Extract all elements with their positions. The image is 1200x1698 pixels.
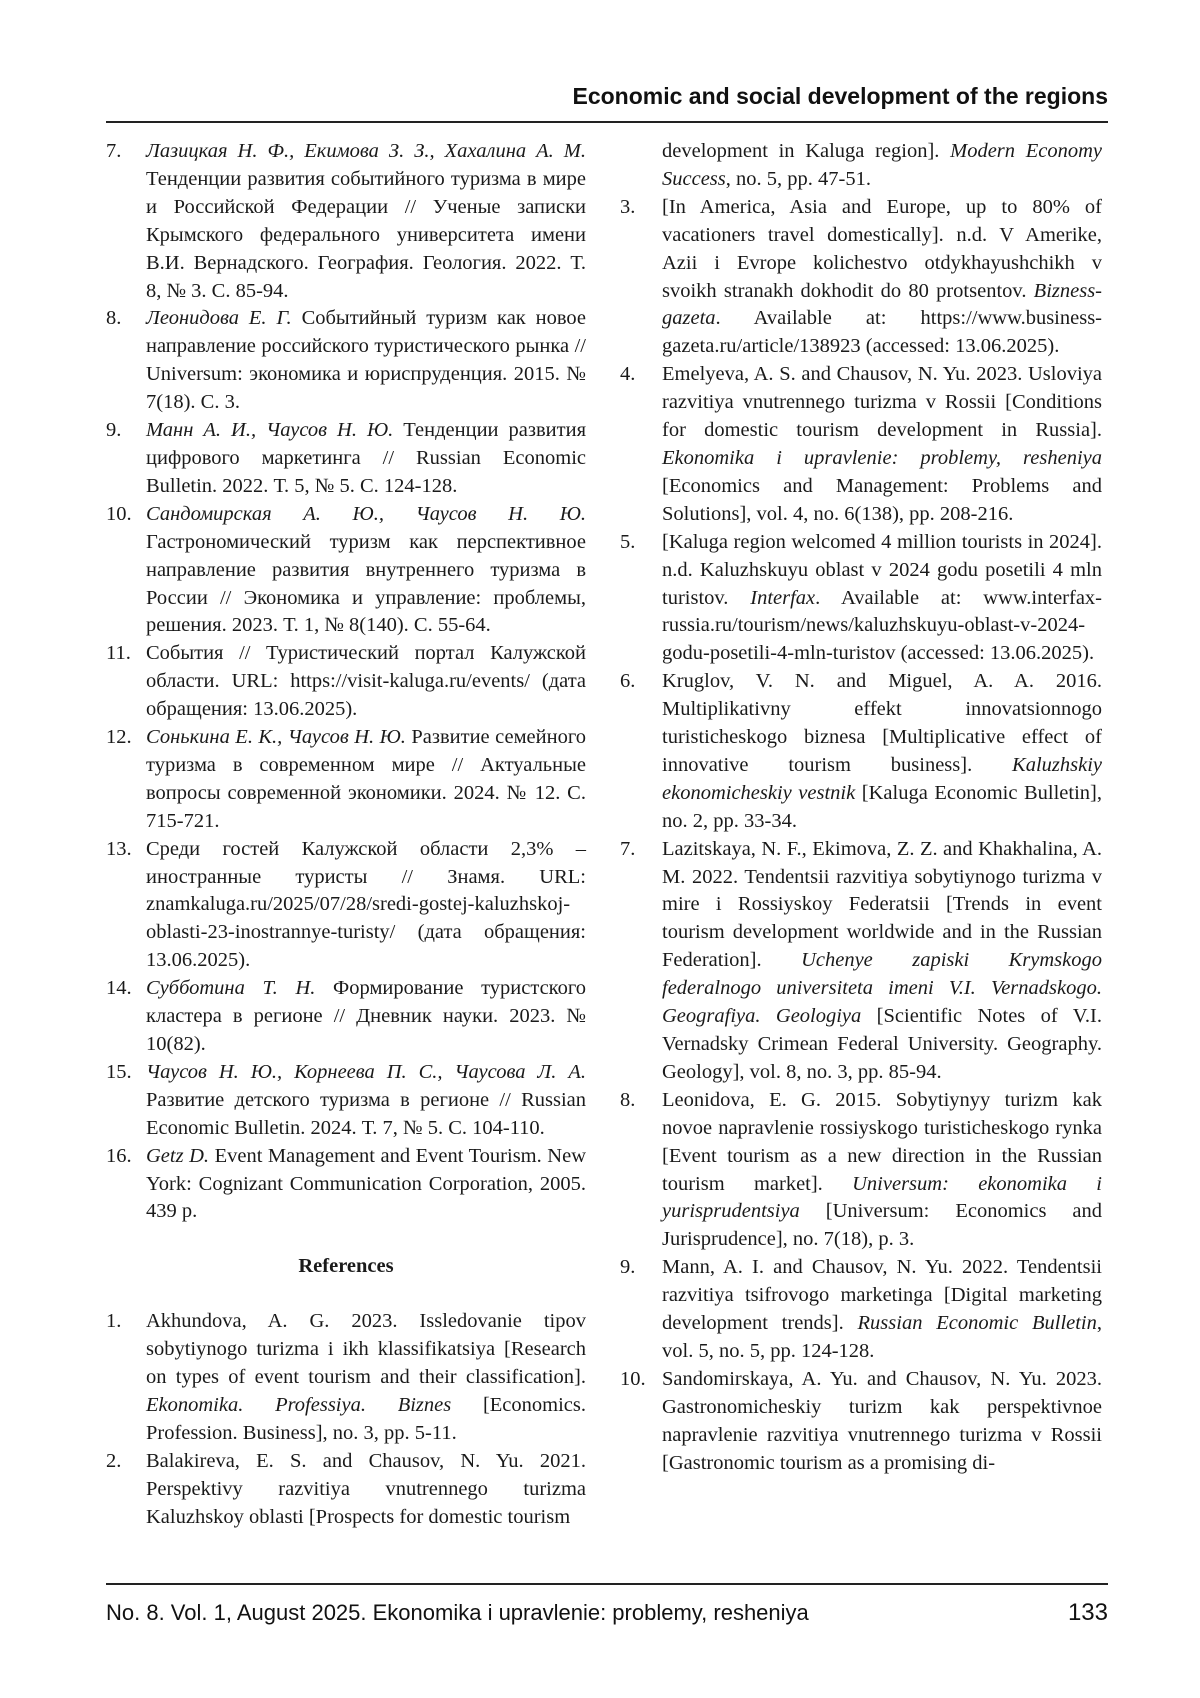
reference-italic-text: Universum: ekonomika i yurisprudentsiya [662,1172,1103,1223]
reference-number: 8. [106,307,122,330]
reference-item [106,975,586,1059]
reference-number: 9. [106,419,122,442]
reference-text: [Universum: Economics and Jurisprudence], no. 7(18), p. 3. [662,1200,1102,1251]
reference-text: development in Kaluga region]. [662,140,951,162]
reference-number: 6. [620,670,636,693]
reference-body [146,1143,586,1227]
reference-italic-text: Лазицкая Н. Ф., Екимова З. З., Хахалина А. М. [146,140,586,162]
reference-number: 3. [620,195,636,218]
reference-number: 14. [106,977,132,1000]
reference-item [106,1448,586,1532]
reference-item [620,668,1102,835]
reference-text: Sandomirskaya, A. Yu. and Chausov, N. Yu. 2023. Gastronomicheskiy turizm kak perspektivnoe napravlenie razvitiya vnutrennego turizma v Rossii [Gastronomic tourism as a promising di- [662,1367,1102,1474]
reference-body [146,305,586,417]
reference-text: , vol. 5, no. 5, pp. 124-128. [662,1312,1103,1362]
right-column [620,138,1102,1478]
reference-text: Событийный туризм как новое направление российского туристического рынка // Universum: экономика и юриспруденция. 2015. № 7(18). С. 3. [146,307,586,414]
header-rule [106,121,1108,123]
reference-text: Развитие семейного туризма в современном мире // Актуальные вопросы современной экономики. 2024. № 12. С. 715-721. [146,726,586,832]
reference-italic-text: Bizness-gazeta [662,279,1102,330]
reference-item [620,361,1102,528]
reference-body [662,1087,1102,1254]
reference-text: , no. 5, pp. 47-51. [725,167,871,190]
reference-body [146,138,586,305]
reference-text: Mann, A. I. and Chausov, N. Yu. 2022. Tendentsii razvitiya tsifrovogo marketinga [Digital marketing development trends]. [662,1256,1102,1335]
reference-body [146,501,586,641]
reference-body [662,668,1102,835]
reference-number: 2. [106,1449,122,1472]
reference-number: 16. [106,1144,132,1167]
reference-text: Lazitskaya, N. F., Ekimova, Z. Z. and Khakhalina, A. M. 2022. Tendentsii razvitiya sobytiynogo turizma v mire i Rossiyskoy Federatsii [Trends in event tourism development worldwide and in the Russian Federation]. [662,837,1102,972]
reference-text: События // Туристический портал Калужской области. URL: https://visit-kaluga.ru/events/ (дата обращения: 13.06.2025). [146,642,586,721]
reference-text: Akhundova, A. G. 2023. Issledovanie tipov sobytiynogo turizma i ikh klassifikatsiya [Research on types of event tourism and their classification]. [146,1310,586,1389]
reference-number: 7. [106,140,122,162]
page-number: 133 [1067,1599,1108,1626]
reference-text: . Available at: www.interfax-russia.ru/tourism/news/kaluzhskuyu-oblast-v-2024-godu-posetili-4-mln-turistov (accessed: 13.06.2025). [662,586,1102,665]
reference-italic-text: Субботина Т. Н. [146,977,316,1000]
reference-body [662,836,1102,1087]
reference-text: . Available at: https://www.business-gazeta.ru/article/138923 (accessed: 13.06.2025). [662,307,1102,358]
reference-body [146,1308,586,1448]
reference-italic-text: Getz D. [146,1144,210,1167]
reference-number: 10. [106,502,132,525]
reference-item [106,305,586,417]
reference-italic-text: Леонидова Е. Г. [146,307,292,330]
reference-text: [Kaluga region welcomed 4 million tourists in 2024]. n.d. Kaluzhskuyu oblast v 2024 godu posetili 4 mln turistov. [662,530,1102,609]
reference-italic-text: Манн А. И., Чаусов Н. Ю. [146,419,394,442]
reference-item [106,417,586,501]
reference-number: 5. [620,530,636,553]
reference-item [106,836,586,976]
reference-italic-text: Ekonomika. Professiya. Biznes [146,1393,452,1416]
reference-text: Balakireva, E. S. and Chausov, N. Yu. 2021. Perspektivy razvitiya vnutrennego turizma Kaluzhskoy oblasti [Prospects for domestic tourism [146,1449,586,1528]
reference-number: 13. [106,837,132,860]
reference-number: 15. [106,1060,132,1083]
reference-text: Leonidova, E. G. 2015. Sobytiynyy turizm kak novoe napravlenie rossiyskogo turisticheskogo rynka [Event tourism as a new direction in the Russian tourism market]. [662,1088,1102,1195]
russian-reference-list [106,138,586,1226]
reference-item [620,1087,1102,1254]
reference-number: 10. [620,1367,646,1390]
reference-italic-text: Interfax [750,586,816,609]
footer-rule [106,1583,1108,1585]
reference-item [620,1254,1102,1366]
reference-number: 4. [620,363,636,386]
reference-text: [In America, Asia and Europe, up to 80% of vacationers travel domestically]. n.d. V Amerike, Azii i Evrope kolichestvo otdykhayushchikh v svoikh stranakh dokhodit do 80 protsentov. [662,195,1102,302]
reference-text: Формирование туристского кластера в регионе // Дневник науки. 2023. № 10(82). [146,977,586,1055]
reference-text: Гастрономический туризм как перспективное направление развития внутреннего туризма в России // Экономика и управление: проблемы, решения. 2023. Т. 1, № 8(140). С. 55-64. [146,530,586,637]
reference-body [662,1254,1102,1366]
reference-italic-text: Modern Economy Success [662,140,1102,190]
reference-text: Тенденции развития событийного туризма в мире и Российской Федерации // Ученые записки Крымского федерального университета имени В.И. Вернадского. География. Геология. 2022. Т. 8, № 3. С. 85-94. [146,167,586,302]
reference-body [662,361,1102,528]
reference-body [662,529,1102,669]
reference-text: Среди гостей Калужской области 2,3% – иностранные туристы // Знамя. URL: znamkaluga.ru/2025/07/28/sredi-gostej-kaluzhskoj-oblasti-23-inostrannye-turisty/ (дата обращения: 13.06.2025). [146,837,586,972]
reference-continuation [620,138,1102,194]
reference-number: 12. [106,726,132,749]
reference-italic-text: Uchenye zapiski Krymskogo federalnogo universiteta imeni V.I. Vernadskogo. Geografiya. Geologiya [662,949,1103,1028]
reference-item [620,836,1102,1087]
reference-italic-text: Russian Economic Bulletin [857,1312,1097,1335]
reference-number: 9. [620,1256,636,1279]
reference-body [146,1448,586,1532]
running-header: Economic and social development of the regions [572,83,1108,109]
reference-text: Event Management and Event Tourism. New York: Cognizant Communication Corporation, 2005. 439 p. [146,1144,586,1223]
reference-item [106,138,586,305]
reference-text: [Economics. Profession. Business], no. 3, pp. 5-11. [146,1393,586,1444]
reference-number: 8. [620,1088,636,1111]
reference-body [146,836,586,976]
reference-text: Emelyeva, A. S. and Chausov, N. Yu. 2023. Usloviya razvitiya vnutrennego turizma v Rossii [Conditions for domestic tourism development in Russia]. [662,363,1102,442]
reference-item [620,1366,1102,1478]
reference-item [620,194,1102,361]
reference-item [106,640,586,724]
reference-item [620,529,1102,669]
reference-text: Тенденции развития цифрового маркетинга // Russian Economic Bulletin. 2022. Т. 5, № 5. С. 124-128. [146,419,586,497]
reference-text: [Scientific Notes of V.I. Vernadsky Crimean Federal University. Geography. Geology], vol. 8, no. 3, pp. 85-94. [662,1005,1102,1083]
reference-body [146,1059,586,1143]
english-reference-list-part2 [620,194,1102,1478]
reference-text: [Economics and Management: Problems and Solutions], vol. 4, no. 6(138), pp. 208-216. [662,474,1102,525]
reference-italic-text: Сандомирская А. Ю., Чаусов Н. Ю. [146,502,586,525]
reference-body [146,417,586,501]
reference-item [106,724,586,836]
reference-body [662,1366,1102,1478]
reference-text: Развитие детского туризма в регионе // Russian Economic Bulletin. 2024. Т. 7, № 5. С. 104-110. [146,1088,586,1139]
reference-body [146,975,586,1059]
english-reference-list-part1 [106,1308,586,1531]
reference-text: [Kaluga Economic Bulletin], no. 2, pp. 33-34. [662,781,1102,832]
reference-number: 1. [106,1310,122,1333]
reference-item [106,1059,586,1143]
reference-item [106,501,586,641]
reference-italic-text: Чаусов Н. Ю., Корнеева П. С., Чаусова Л. А. [146,1060,586,1083]
references-heading: References [298,1255,394,1278]
reference-body [146,724,586,836]
left-column [106,138,586,1532]
reference-number: 7. [620,837,636,860]
reference-italic-text: Сонькина Е. К., Чаусов Н. Ю. [146,726,406,749]
reference-item [106,1143,586,1227]
reference-text: Kruglov, V. N. and Miguel, A. A. 2016. Multiplikativny effekt innovatsionnogo turisticheskogo biznesa [Multiplicative effect of innovative tourism business]. [662,670,1102,776]
reference-number: 11. [106,642,131,665]
reference-body [146,640,586,724]
reference-item [106,1308,586,1448]
reference-body [662,194,1102,361]
reference-italic-text: Ekonomika i upravlenie: problemy, resheniya [662,446,1102,469]
journal-footer: No. 8. Vol. 1, August 2025. Ekonomika i upravlenie: problemy, resheniya [106,1600,809,1625]
reference-italic-text: Kaluzhskiy ekonomicheskiy vestnik [662,753,1102,804]
